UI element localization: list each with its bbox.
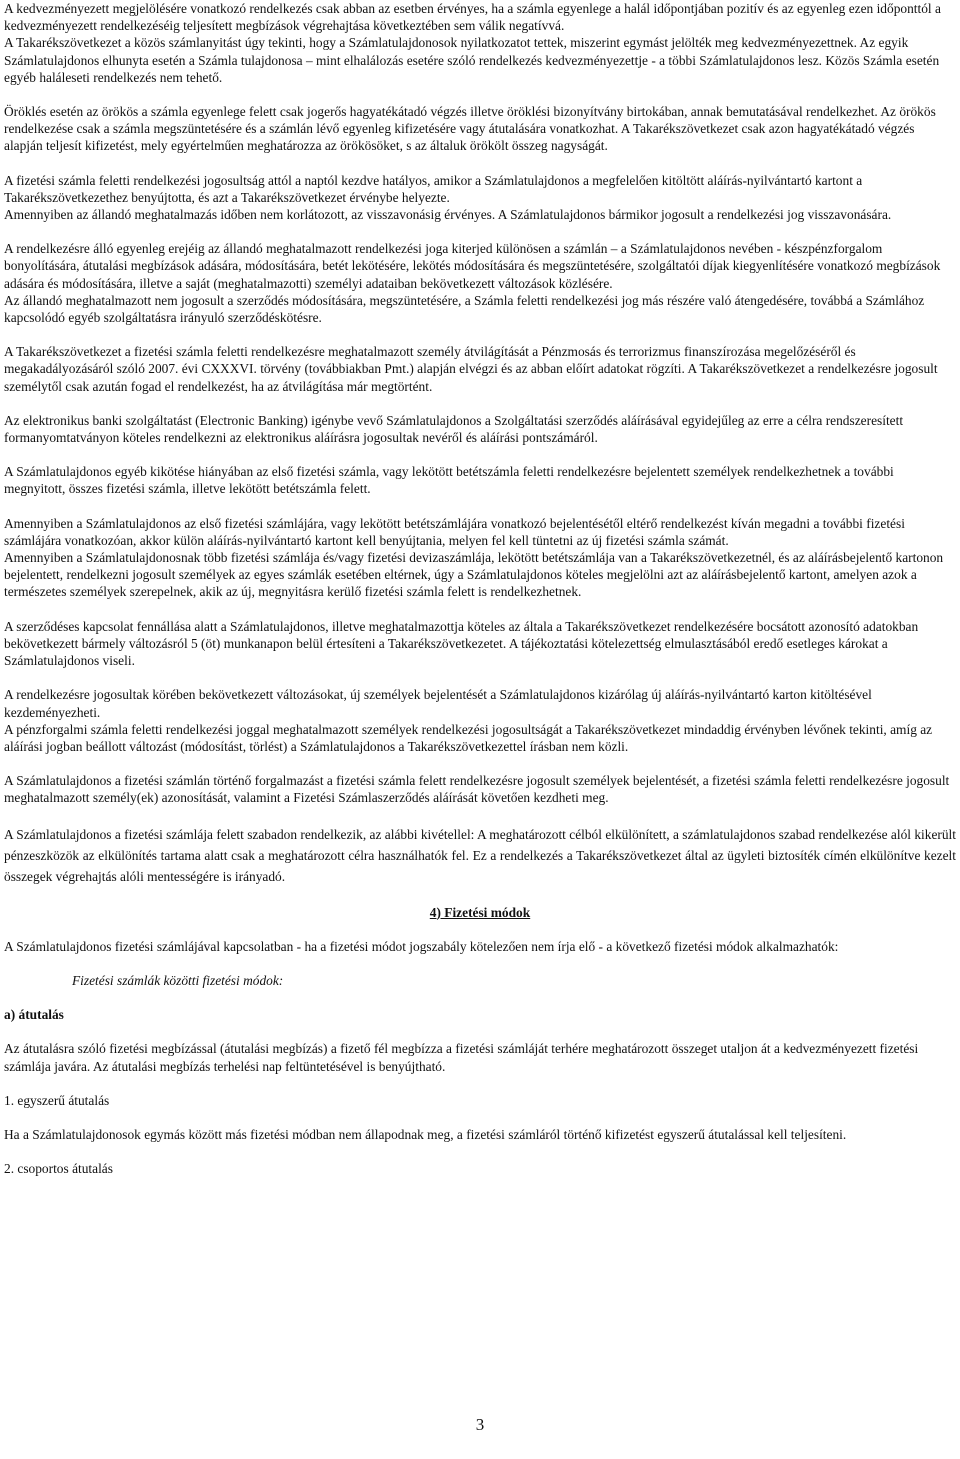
paragraph-simple-transfer: Ha a Számlatulajdonosok egymás között más fizetési módban nem állapodnak meg, a fizetési számláról történő kifizetést egyszerű átutalással kell teljesíteni. bbox=[4, 1126, 847, 1142]
paragraph-free-disposal: A Számlatulajdonos a fizetési számlája felett szabadon rendelkezik, az alábbi kivétellel: A meghatározott célból elkülönített, a számlatulajdonos szabad rendelkezése alól kikerült pénzeszközök az elkülönítés tartama alatt csak a meghatározott célra használhatók fel. Ez a rendelkezés a Takarékszövetkezet által az ügyleti biztosíték címén elkülönítve kezelt összegek végrehajtás alóli mentességére is irányadó. bbox=[4, 826, 956, 884]
list-item-simple-transfer: 1. egyszerű átutalás bbox=[4, 1092, 110, 1108]
paragraph-attorney-scope: A rendelkezésre álló egyenleg erejéig az állandó meghatalmazott rendelkezési joga kiterjed különösen a számlán – a Számlatulajdonos nevében - készpénzforgalom bonyolítására, átutalási megbízások adására, módosítására, betét lekötésére, lekötés módosítására és megszüntetésére, szolgáltatói díjak kiegyenlítésére vonatkozó megbízások adására és módosítására, illetve a saját (meghatalmazotti) személyi adataiban bekövetkezett változások közlésére. bbox=[4, 241, 941, 291]
page-number: 3 bbox=[475, 1415, 485, 1434]
paragraph-disposal-right: A fizetési számla feletti rendelkezési jogosultság attól a naptól kezdve hatályos, amikor a Számlatulajdonos a megfelelően kitöltött aláírás-nyilvántartó kartont a Takarékszövetkezethez benyújtotta, és azt a Takarékszövetkezet érvénybe helyezte. bbox=[4, 172, 863, 205]
paragraph-account-activation: A Számlatulajdonos a fizetési számlán történő forgalmazást a fizetési számla felett rendelkezésre jogosult személyek bejelentését, a fizetési számla feletti rendelkezésre jogosult meghatalmazott személy(ek) azonosítását, valamint a Fizetési Számlaszerződés aláírását követően kezdheti meg. bbox=[4, 773, 950, 806]
paragraph-signatory-change: A rendelkezésre jogosultak körében bekövetkezett változásokat, új személyek bejelentését a Számlatulajdonos kizárólag új aláírás-nyilvántartó karton kitöltésével kezdeményezheti. bbox=[4, 687, 872, 720]
paragraph-default-signatories: A Számlatulajdonos egyéb kikötése hiányában az első fizetési számla, vagy lekötött betétszámla feletti rendelkezésre bejelentett személyek rendelkezhetnek a további megnyitott, összes fizetési számla, illetve lekötött betétszámla felett. bbox=[4, 464, 894, 497]
section-title: 4) Fizetési módok bbox=[429, 904, 531, 920]
paragraph-multiple-accounts: Amennyiben a Számlatulajdonosnak több fizetési számlája és/vagy fizetési devizaszámlája, lekötött betétszámlája van a Takarékszövetkezetnél, és az aláírásbejelentő kartonon bejelentett, rendelkezni jogosult személyek az egyes számlák esetében eltérnek, úgy a Számlatulajdonos köteles megjelölni azt az aláírásbejelentő kartont, amelyen azok a természetes személyek szerepelnek, akik az új, megnyitásra kerülő fizetési számla felett is rendelkezhetnek. bbox=[4, 550, 944, 600]
subheading-payment-methods: Fizetési számlák közötti fizetési módok: bbox=[72, 972, 284, 988]
paragraph-attorney-limits: Az állandó meghatalmazott nem jogosult a szerződés módosítására, megszüntetésére, a Számla feletti rendelkezési jog más részére való átengedésére, továbbá a Számlához kapcsolódó egyéb szolgáltatásra irányuló szerződéskötésre. bbox=[4, 292, 925, 326]
paragraph-joint-account: A Takarékszövetkezet a közös számlanyitást úgy tekinti, hogy a Számlatulajdonosok nyilatkozatot tettek, miszerint egymást jelölték meg kedvezményezettnek. Az egyik Számlatulajdonos elhunyta esetén a Számla tulajdonosa – mint elhalálozás esetére szóló rendelkezés kedvezményezettje - a többi Számlatulajdonos lesz. Közös Számla esetén egyéb haláleseti rendelkezés nem tehető. bbox=[4, 35, 940, 85]
heading-transfer: a) átutalás bbox=[4, 1007, 64, 1023]
paragraph-electronic-banking: Az elektronikus banki szolgáltatást (Electronic Banking) igénybe vevő Számlatulajdonos a Szolgáltatási szerződés aláírásával egyidejűleg az erre a célra rendszeresített formanyomtatványon köteles rendelkezni az elektronikus aláírásra jogosultak nevéről és aláírási pontszámáról. bbox=[4, 412, 904, 446]
paragraph-attorney-validity: A pénzforgalmi számla feletti rendelkezési joggal meghatalmazott személyek rendelkezési jogosultságát a Takarékszövetkezet mindaddig érvényben lévőnek tekinti, amíg az aláírási jogban beállott változást (módosítást, törlést) a Számlatulajdonos a Takarékszövetkezettel írásban nem közli. bbox=[4, 721, 933, 754]
paragraph-data-change-notice: A szerződéses kapcsolat fennállása alatt a Számlatulajdonos, illetve meghatalmazottja köteles az általa a Takarékszövetkezet rendelkezésére bocsátott azonosító adatokban bekövetkezett bármely változásról 5 (öt) munkanapon belül értesíteni a Takarékszövetkezetet. A tájékoztatási kötelezettség elmulasztásából eredő esetleges károkat a Számlatulajdonos viseli. bbox=[4, 618, 919, 669]
paragraph-separate-card: Amennyiben a Számlatulajdonos az első fizetési számlájára, vagy lekötött betétszámlájára vonatkozó bejelentésétől eltérő rendelkezést kíván megadni a további fizetési számlájára vonatkozóan, akkor külön aláírás-nyilvántartó kartont kell benyújtania, melyen fel kell tüntetni az új fizetési számla számát. bbox=[4, 515, 905, 548]
paragraph-power-of-attorney: Amennyiben az állandó meghatalmazás időben nem korlátozott, az visszavonásig érvényes. A Számlatulajdonos bármikor jogosult a rendelkezési jog visszavonására. bbox=[4, 207, 892, 223]
paragraph-transfer-order: Az átutalásra szóló fizetési megbízással (átutalási megbízás) a fizető fél megbízza a fizetési számláját terhére meghatározott összeget utaljon át a kedvezményezett fizetési számlája javára. Az átutalási megbízás terhelési nap feltüntetésével is benyújtható. bbox=[4, 1041, 919, 1074]
paragraph-payment-methods-intro: A Számlatulajdonos fizetési számlájával kapcsolatban - ha a fizetési módot jogszabály kötelezően nem írja elő - a következő fizetési módok alkalmazhatók: bbox=[4, 938, 839, 954]
paragraph-inheritance: Öröklés esetén az örökös a számla egyenlege felett csak jogerős hagyatékátadó végzés illetve öröklési bizonyítvány birtokában, annak bemutatásával rendelkezhet. Az örökös rendelkezése csak a számla megszüntetésére és a számlán lévő egyenleg kifizetésére vagy átutalására vonatkozhat. A Takarékszövetkezet csak azon hagyatékátadó végzés alapján teljesít kifizetést, mely egyértelműen meghatározza az örökösöket, s az általuk örökölt összeg nagyságát. bbox=[4, 104, 936, 154]
paragraph-beneficiary-validity: A kedvezményezett megjelölésére vonatkozó rendelkezés csak abban az esetben érvényes, ha a számla egyenlege a halál időpontjában pozitív és az egyenleg ezen időponttól a kedvezményezett rendelkezéséig teljesített megbízások végrehajtása következtében sem válik negatívvá. bbox=[4, 1, 941, 34]
paragraph-due-diligence: A Takarékszövetkezet a fizetési számla feletti rendelkezésre meghatalmazott személy átvilágítását a Pénzmosás és terrorizmus finanszírozása megelőzéséről és megakadályozásáról szóló 2007. évi CXXXVI. törvény (továbbiakban Pmt.) alapján elvégzi és az abban előírt adatokat rögzíti. A Takarékszövetkezet a rendelkezésre jogosult személytől csak azután fogad el rendelkezést, ha az átvilágítása már megtörtént. bbox=[4, 344, 938, 394]
list-item-group-transfer: 2. csoportos átutalás bbox=[4, 1161, 113, 1177]
